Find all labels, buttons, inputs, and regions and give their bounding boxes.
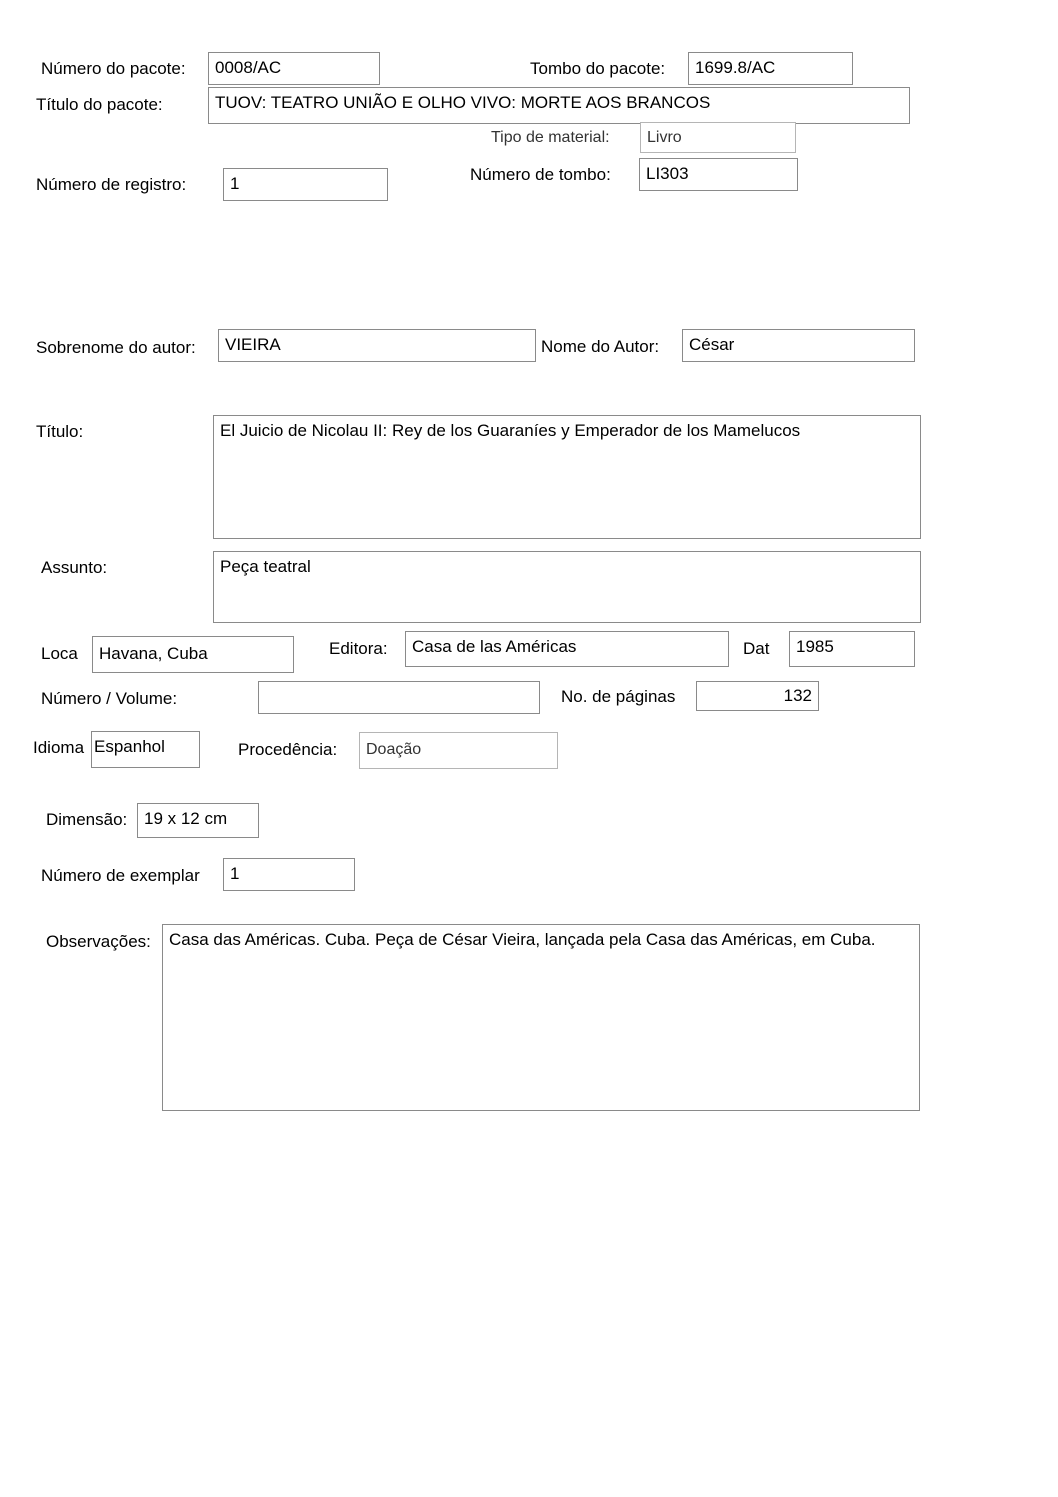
observacoes-label: Observações: bbox=[46, 932, 151, 951]
titulo-label: Título: bbox=[36, 422, 84, 441]
numero-volume-label: Número / Volume: bbox=[41, 689, 178, 708]
tipo-material-label: Tipo de material: bbox=[491, 129, 610, 146]
idioma-field[interactable]: Espanhol bbox=[91, 731, 200, 768]
local-label: Loca bbox=[41, 644, 78, 663]
numero-exemplar-field[interactable]: 1 bbox=[223, 858, 355, 891]
numero-paginas-field[interactable]: 132 bbox=[696, 681, 819, 711]
dimensao-field[interactable]: 19 x 12 cm bbox=[137, 803, 259, 838]
editora-field[interactable]: Casa de las Américas bbox=[405, 631, 729, 667]
dimensao-label: Dimensão: bbox=[46, 810, 128, 829]
nome-autor-field[interactable]: César bbox=[682, 329, 915, 362]
titulo-field[interactable]: El Juicio de Nicolau II: Rey de los Guaraníes y Emperador de los Mamelucos bbox=[213, 415, 921, 539]
assunto-label: Assunto: bbox=[41, 558, 108, 577]
numero-volume-field[interactable] bbox=[258, 681, 540, 714]
procedencia-label: Procedência: bbox=[238, 740, 338, 759]
titulo-pacote-label: Título do pacote: bbox=[36, 95, 163, 114]
numero-registro-field[interactable]: 1 bbox=[223, 168, 388, 201]
numero-tombo-label: Número de tombo: bbox=[470, 165, 611, 184]
numero-registro-label: Número de registro: bbox=[36, 175, 187, 194]
idioma-label: Idioma bbox=[33, 738, 85, 757]
numero-pacote-label: Número do pacote: bbox=[41, 59, 186, 78]
numero-pacote-field[interactable]: 0008/AC bbox=[208, 52, 380, 85]
local-field[interactable]: Havana, Cuba bbox=[92, 636, 294, 673]
sobrenome-autor-field[interactable]: VIEIRA bbox=[218, 329, 536, 362]
tombo-pacote-field[interactable]: 1699.8/AC bbox=[688, 52, 853, 85]
numero-paginas-label: No. de páginas bbox=[561, 687, 676, 706]
data-field[interactable]: 1985 bbox=[789, 631, 915, 667]
observacoes-field[interactable]: Casa das Américas. Cuba. Peça de César Vieira, lançada pela Casa das Américas, em Cuba. bbox=[162, 924, 920, 1111]
editora-label: Editora: bbox=[329, 639, 388, 658]
numero-exemplar-label: Número de exemplar bbox=[41, 866, 200, 885]
tipo-material-field[interactable]: Livro bbox=[640, 122, 796, 153]
nome-autor-label: Nome do Autor: bbox=[541, 337, 660, 356]
data-label: Dat bbox=[743, 639, 770, 658]
assunto-field[interactable]: Peça teatral bbox=[213, 551, 921, 623]
numero-tombo-field[interactable]: LI303 bbox=[639, 158, 798, 191]
procedencia-field[interactable]: Doação bbox=[359, 732, 558, 769]
titulo-pacote-field[interactable]: TUOV: TEATRO UNIÃO E OLHO VIVO: MORTE AOS BRANCOS bbox=[208, 87, 910, 124]
tombo-pacote-label: Tombo do pacote: bbox=[530, 59, 666, 78]
sobrenome-autor-label: Sobrenome do autor: bbox=[36, 338, 196, 357]
